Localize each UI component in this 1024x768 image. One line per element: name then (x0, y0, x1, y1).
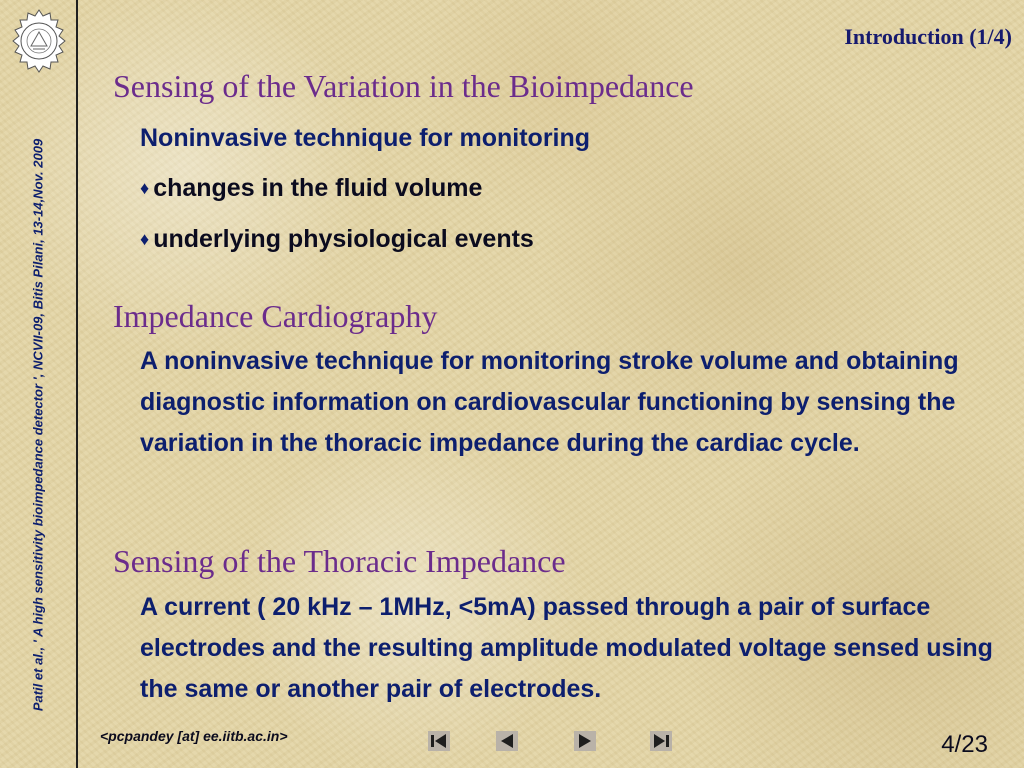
diamond-bullet-icon: ♦ (140, 229, 150, 249)
bullet-text: changes in the fluid volume (153, 174, 483, 202)
last-slide-icon[interactable] (650, 731, 672, 751)
first-slide-icon[interactable] (428, 731, 450, 751)
section-paragraph-thoracic-impedance: A current ( 20 kHz – 1MHz, <5mA) passed through a pair of surface electrodes and the resulting amplitude modulated voltage sensed using the same or another pair of electrodes. (140, 593, 993, 703)
bullet-item (140, 225, 534, 254)
previous-slide-icon[interactable] (496, 731, 518, 751)
sidebar-divider (76, 0, 78, 768)
diamond-bullet-icon: ♦ (140, 178, 150, 198)
institute-logo (3, 6, 75, 78)
section-title-thoracic-impedance: Sensing of the Thoracic Impedance (113, 543, 566, 579)
bullet-text: underlying physiological events (153, 225, 534, 253)
left-sidebar (0, 0, 76, 768)
section-title-bioimpedance: Sensing of the Variation in the Bioimpedance (113, 68, 694, 104)
sidebar-citation: Patil et al., ' A high sensitivity bioimpedance detector ', NCVII-09, Bitis Pilani, 13-14,Nov. 2009 (30, 138, 46, 712)
footer-email: <pcpandey [at] ee.iitb.ac.in> (100, 728, 288, 744)
next-slide-icon[interactable] (574, 731, 596, 751)
page-counter: 4/23 (941, 731, 988, 758)
bullet-item (140, 174, 482, 203)
section-paragraph-cardiography: A noninvasive technique for monitoring stroke volume and obtaining diagnostic information on cardiovascular functioning by sensing the variation in the thoracic impedance during the cardiac cycle. (140, 347, 959, 457)
section-title-cardiography: Impedance Cardiography (113, 298, 438, 334)
slide-header: Introduction (1/4) (844, 24, 1012, 49)
section-intro-text: Noninvasive technique for monitoring (140, 124, 591, 152)
